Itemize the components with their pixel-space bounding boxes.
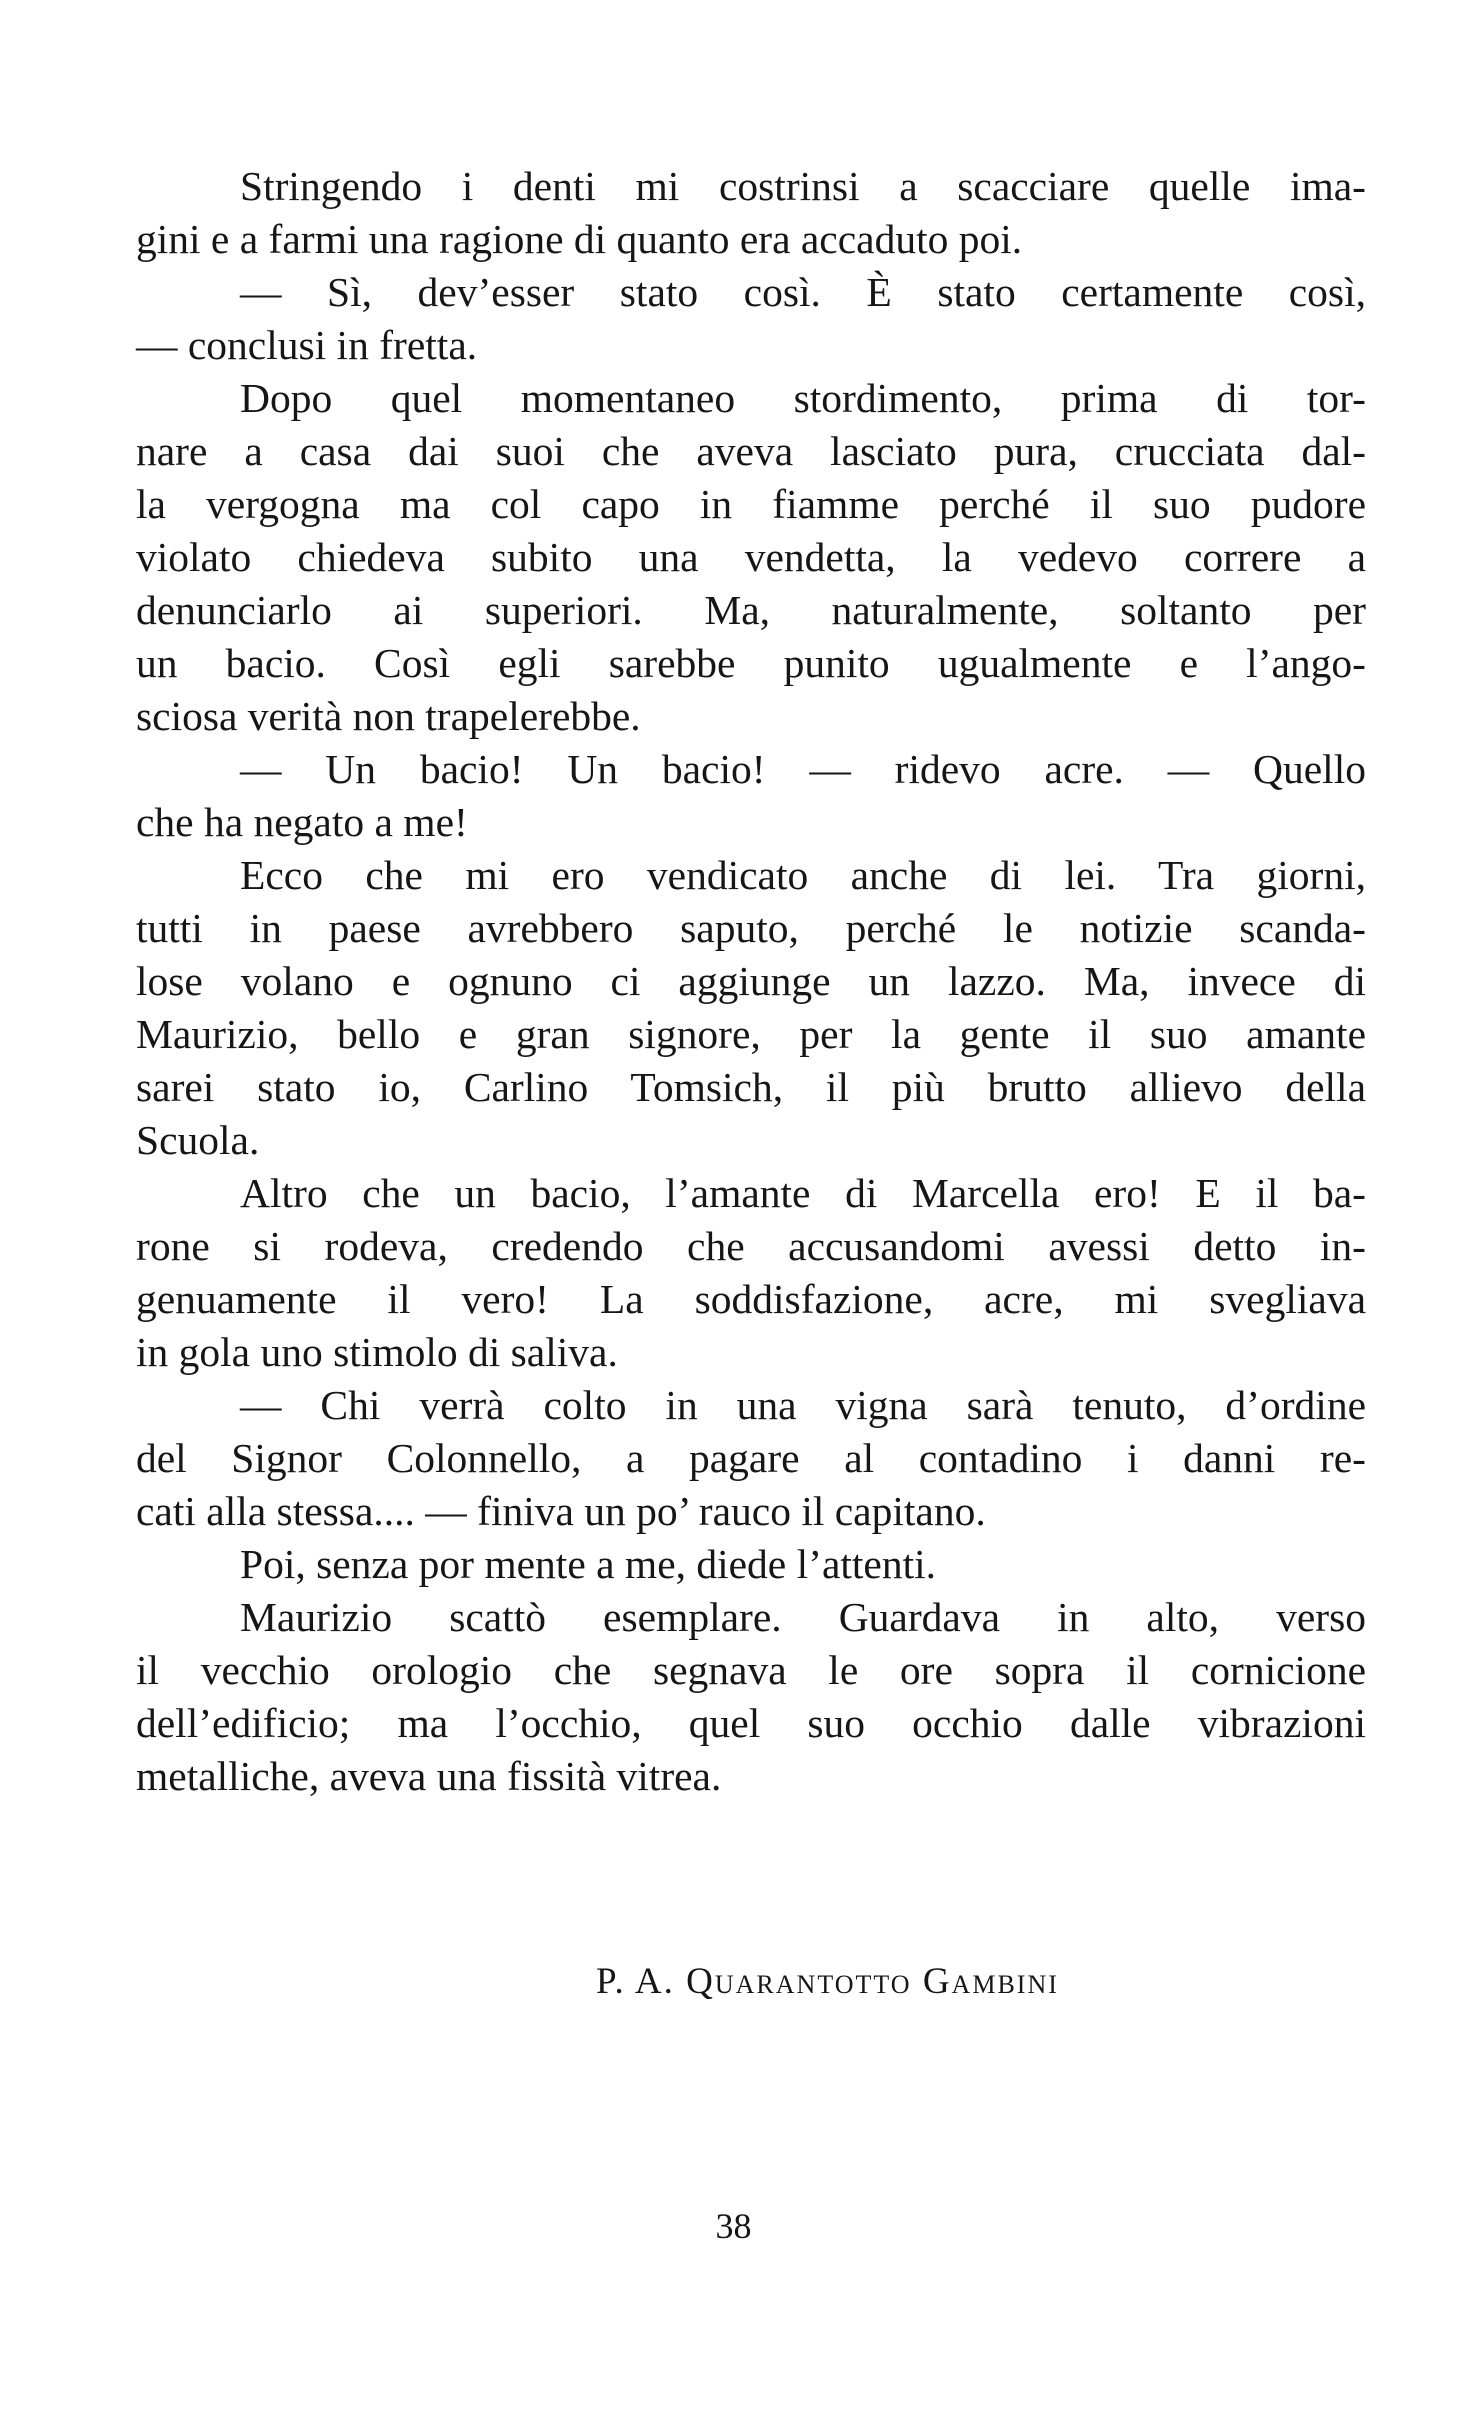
- text-line: Dopo quel momentaneo stordimento, prima di tor-: [240, 375, 1366, 421]
- text-line: in gola uno stimolo di saliva.: [136, 1329, 618, 1375]
- text-line: la vergogna ma col capo in fiamme perché il suo pudore: [136, 481, 1366, 527]
- text-line: nare a casa dai suoi che aveva lasciato pura, crucciata dal-: [136, 428, 1366, 474]
- text-line: del Signor Colonnello, a pagare al contadino i danni re-: [136, 1435, 1366, 1481]
- text-line: — conclusi in fretta.: [136, 322, 478, 368]
- text-line: — Chi verrà colto in una vigna sarà tenuto, d’ordine: [240, 1382, 1366, 1428]
- text-line: gini e a farmi una ragione di quanto era accaduto poi.: [136, 216, 1023, 262]
- text-line: sciosa verità non trapelerebbe.: [136, 693, 641, 739]
- text-line: — Sì, dev’esser stato così. È stato certamente così,: [240, 269, 1366, 315]
- text-line: violato chiedeva subito una vendetta, la vedevo correre a: [136, 534, 1366, 580]
- body-text: [136, 160, 1366, 1803]
- text-line: Scuola.: [136, 1117, 260, 1163]
- text-line: un bacio. Così egli sarebbe punito ugualmente e l’ango-: [136, 640, 1366, 686]
- text-line: sarei stato io, Carlino Tomsich, il più brutto allievo della: [136, 1064, 1366, 1110]
- text-line: denunciarlo ai superiori. Ma, naturalmente, soltanto per: [136, 587, 1366, 633]
- text-line: tutti in paese avrebbero saputo, perché le notizie scanda-: [136, 905, 1366, 951]
- text-line: Altro che un bacio, l’amante di Marcella ero! E il ba-: [240, 1170, 1366, 1216]
- text-line: dell’edificio; ma l’occhio, quel suo occhio dalle vibrazioni: [136, 1700, 1366, 1746]
- text-line: genuamente il vero! La soddisfazione, acre, mi svegliava: [136, 1276, 1366, 1322]
- text-line: che ha negato a me!: [136, 799, 468, 845]
- text-line: Maurizio scattò esemplare. Guardava in alto, verso: [240, 1594, 1366, 1640]
- text-line: Maurizio, bello e gran signore, per la gente il suo amante: [136, 1011, 1366, 1057]
- text-line: Ecco che mi ero vendicato anche di lei. Tra giorni,: [240, 852, 1366, 898]
- text-line: Stringendo i denti mi costrinsi a scacciare quelle ima-: [240, 163, 1366, 209]
- text-line: metalliche, aveva una fissità vitrea.: [136, 1753, 722, 1799]
- text-line: — Un bacio! Un bacio! — ridevo acre. — Quello: [240, 746, 1366, 792]
- text-line: cati alla stessa.... — finiva un po’ rauco il capitano.: [136, 1488, 986, 1534]
- text-line: il vecchio orologio che segnava le ore sopra il cornicione: [136, 1647, 1366, 1693]
- author-signature: P. A. Quarantotto Gambini: [596, 1961, 1059, 2002]
- text-line: lose volano e ognuno ci aggiunge un lazzo. Ma, invece di: [136, 958, 1366, 1004]
- text-line: rone si rodeva, credendo che accusandomi avessi detto in-: [136, 1223, 1366, 1269]
- page-number: 38: [715, 2206, 752, 2246]
- text-line: Poi, senza por mente a me, diede l’attenti.: [240, 1541, 937, 1587]
